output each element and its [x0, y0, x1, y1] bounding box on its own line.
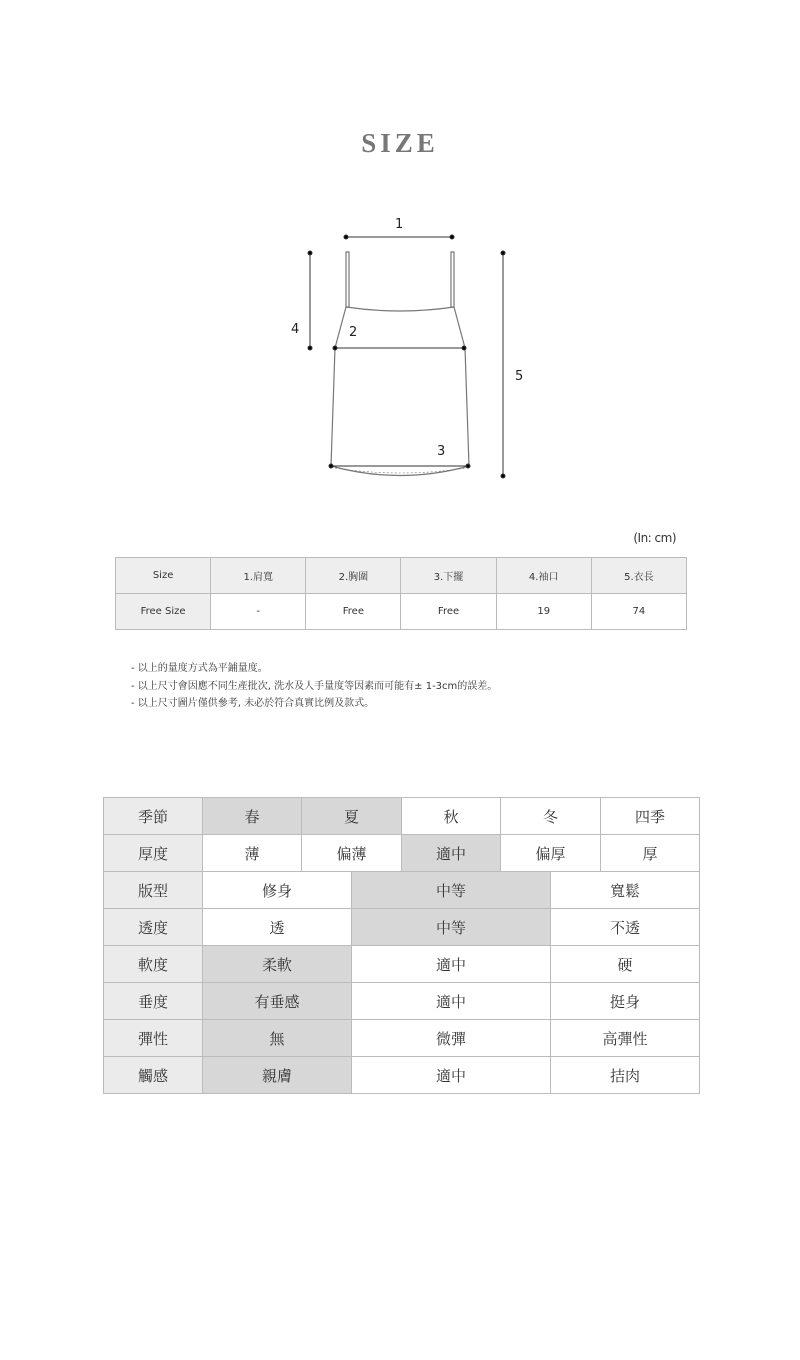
attribute-row	[104, 946, 700, 983]
label-3: 3	[437, 444, 446, 459]
attribute-option: 偏厚	[501, 835, 601, 872]
attribute-row	[104, 1057, 700, 1094]
attribute-option: 挺身	[551, 983, 700, 1020]
attribute-option: 適中	[352, 983, 551, 1020]
attribute-option: 高彈性	[551, 1020, 700, 1057]
attribute-option: 偏薄	[302, 835, 402, 872]
note: - 以上尺寸圖片僅供參考, 未必於符合真實比例及款式。	[131, 698, 375, 709]
attribute-label: 版型	[104, 872, 203, 909]
label-5: 5	[515, 369, 524, 384]
attribute-row	[104, 872, 700, 909]
cell: Free	[306, 594, 401, 630]
page-title: SIZE	[361, 128, 439, 158]
attribute-row	[104, 909, 700, 946]
cell: Free	[401, 594, 496, 630]
attribute-label: 軟度	[104, 946, 203, 983]
attribute-option: 修身	[203, 872, 352, 909]
attribute-option-selected: 春	[203, 798, 302, 835]
attribute-option: 薄	[203, 835, 302, 872]
header-cell: 4.袖口	[496, 558, 591, 594]
left-strap	[346, 252, 349, 307]
right-strap	[451, 252, 454, 307]
attribute-row	[104, 1020, 700, 1057]
attribute-option: 秋	[402, 798, 501, 835]
attribute-option-selected: 適中	[402, 835, 501, 872]
attribute-option: 透	[203, 909, 352, 946]
cell: -	[211, 594, 306, 630]
attribute-option-selected: 有垂感	[203, 983, 352, 1020]
garment-diagram	[0, 0, 800, 520]
attribute-option: 冬	[501, 798, 601, 835]
attribute-label: 垂度	[104, 983, 203, 1020]
attribute-option: 寬鬆	[551, 872, 700, 909]
cell: Free Size	[116, 594, 211, 630]
size-table	[115, 557, 687, 630]
header-cell: 3.下擺	[401, 558, 496, 594]
attribute-option: 拮肉	[551, 1057, 700, 1094]
attribute-option-selected: 親膚	[203, 1057, 352, 1094]
attribute-option-selected: 無	[203, 1020, 352, 1057]
attribute-option-selected: 中等	[352, 872, 551, 909]
header-cell: 2.胸圍	[306, 558, 401, 594]
attribute-row	[104, 798, 700, 835]
attribute-option: 硬	[551, 946, 700, 983]
attribute-option: 不透	[551, 909, 700, 946]
header-cell: 5.衣長	[591, 558, 686, 594]
table-row	[116, 594, 687, 630]
attribute-label: 觸感	[104, 1057, 203, 1094]
cell: 19	[496, 594, 591, 630]
note: - 以上尺寸會因應不同生產批次, 洗水及人手量度等因素而可能有± 1-3cm的誤差。	[131, 680, 498, 692]
attribute-option-selected: 夏	[302, 798, 402, 835]
notes	[131, 660, 497, 713]
attribute-option: 適中	[352, 1057, 551, 1094]
attribute-option-selected: 柔軟	[203, 946, 352, 983]
size-header-row	[116, 558, 687, 594]
label-1: 1	[395, 217, 404, 232]
attribute-row	[104, 983, 700, 1020]
attribute-option: 適中	[352, 946, 551, 983]
attribute-row	[104, 835, 700, 872]
unit-label: (In: cm)	[633, 531, 676, 545]
attribute-label: 彈性	[104, 1020, 203, 1057]
attribute-option: 厚	[601, 835, 700, 872]
label-2: 2	[349, 325, 358, 340]
attribute-label: 季節	[104, 798, 203, 835]
header-cell: Size	[116, 558, 211, 594]
attribute-option: 四季	[601, 798, 700, 835]
label-4: 4	[291, 322, 300, 337]
header-cell: 1.肩寬	[211, 558, 306, 594]
attribute-option-selected: 中等	[352, 909, 551, 946]
attribute-option: 微彈	[352, 1020, 551, 1057]
hem-stitch	[335, 468, 466, 473]
attribute-table	[103, 797, 700, 1094]
cell: 74	[591, 594, 686, 630]
attribute-label: 透度	[104, 909, 203, 946]
attribute-label: 厚度	[104, 835, 203, 872]
note: - 以上的量度方式為平鋪量度。	[131, 663, 268, 674]
